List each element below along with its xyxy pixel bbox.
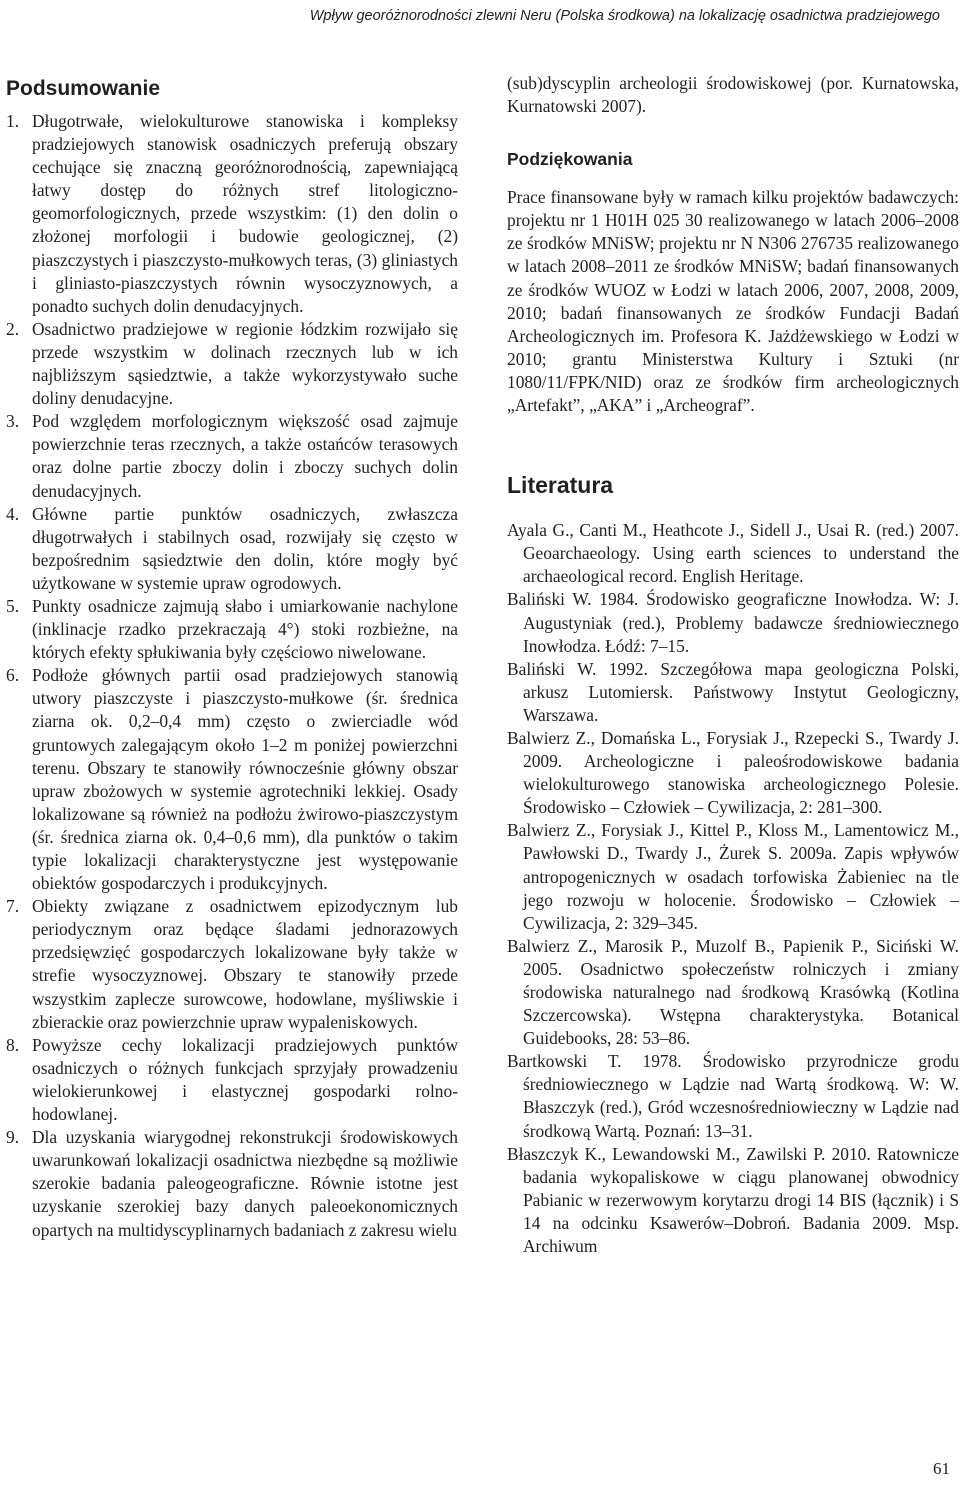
summary-item [6,1126,458,1241]
item-number: 6. [6,665,20,686]
page-number: 61 [933,1459,950,1478]
reference-item: Baliński W. 1984. Środowisko geograficzne Inowłodza. W: J. Augustyniak (red.), Problemy badawcze średniowiecznego Inowłodza. Łódź: 7–15. [507,589,959,656]
running-header: Wpływ georóżnorodności zlewni Neru (Polska środkowa) na lokalizację osadnictwa pradziejowego [309,8,940,24]
reference-item: Balwierz Z., Domańska L., Forysiak J., Rzepecki S., Twardy J. 2009. Archeologiczne i paleośrodowiskowe badania wielokulturowego stanowiska archeologicznego Polesie. Środowisko – Człowiek – Cywilizacja, 2: 281–300. [507,727,959,818]
summary-item [6,410,458,502]
item-text: Powyższe cechy lokalizacji pradziejowych punktów osadniczych o różnych funkcjach sprzyjały prowadzeniu wielokierunkowej i elastycznej gospodarki rolno-hodowlanej. [32,1034,458,1125]
summary-item [6,110,458,318]
reference-item: Balwierz Z., Marosik P., Muzolf B., Papienik P., Siciński W. 2005. Osadnictwo społeczeństw rolniczych i zmiany środowiska naturalnego nad środkową Krasówką (Kotlina Szczercowska). Wstępna charakterystyka. Botanical Guidebooks, 28: 53–86. [507,935,959,1049]
reference-list [507,519,959,1258]
summary-item [6,503,458,595]
reference-item: Balwierz Z., Forysiak J., Kittel P., Kloss M., Lamentowicz M., Pawłowski D., Twardy J., Żurek S. 2009a. Zapis wpływów antropogenicznych w osadach torfowiska Żabieniec na tle jego rozwoju w holocenie. Środowisko – Człowiek – Cywilizacja, 2: 329–345. [507,820,959,933]
summary-item [6,664,458,895]
reference-item: Baliński W. 1992. Szczegółowa mapa geologiczna Polski, arkusz Lutomiersk. Państwowy Instytut Geologiczny, Warszawa. [507,658,959,725]
acknowledgements-heading: Podziękowania [507,149,633,170]
item-number: 2. [6,318,20,339]
literature-heading: Literatura [507,472,614,499]
item-number: 5. [6,595,20,616]
summary-item [6,318,458,410]
item-text: Podłoże głównych partii osad pradziejowych stanowią utwory piaszczyste i piaszczysto-mułkowe (śr. średnica ziarna ok. 0,2–0,4 mm) często o zwierciadle wód gruntowych zalegającym około 1–2 m poniżej powierzchni terenu. Obszary te stanowiły równocześnie główny obszar upraw zbożowych w systemie agrotechniki lekkiej. Osady lokalizowane są również na podłożu żwirowo-piaszczystym (śr. średnica ziarna ok. 0,4–0,6 mm), dla punktów o takim typie lokalizacji charakterystyczne jest występowanie obiektów gospodarczych i produkcyjnych. [32,665,458,894]
item-number: 7. [6,896,20,917]
item-number: 1. [6,111,20,131]
item-text: Obiekty związane z osadnictwem epizodycznym lub periodycznym oraz będące śladami jednorazowych przedsięwzięć gospodarczych lokalizowane były także w strefie wysoczyznowej. Obszary te stanowiły przede wszystkim zaplecze surowcowe, hodowlane, myśliwskie i zbierackie oraz powierzchnie upraw wypaleniskowych. [32,896,458,1032]
reference-item: Błaszczyk K., Lewandowski M., Zawilski P. 2010. Ratownicze badania wykopaliskowe w ciągu planowanej obwodnicy Pabianic w rezerwowym korytarzu drogi 14 BIS (łącznik) i S 14 na odcinku Ksawerów–Dobroń. Badania 2009. Msp. Archiwum [507,1143,959,1257]
right-column [507,72,959,1258]
item-text: Długotrwałe, wielokulturowe stanowiska i kompleksy pradziejowych stanowisk osadniczych preferują obszary cechujące się znaczną georóżnorodnością, zapewniającą łatwy dostęp do różnych stref litologiczno-geomorfologicznych, przede wszystkim: (1) den dolin o złożonej morfologii i budowie geologicznej, (2) piaszczystych i piaszczysto-mułkowych teras, (3) gliniastych i gliniasto-piaszczystych równin wysoczyznowych, a ponadto suchych dolin denudacyjnych. [32,111,458,316]
item-number: 9. [6,1127,20,1148]
summary-item [6,1034,458,1126]
summary-continuation: (sub)dyscyplin archeologii środowiskowej (por. Kurnatowska, Kurnatowski 2007). [507,73,959,117]
summary-heading: Podsumowanie [6,77,161,100]
left-column [6,72,458,1242]
item-number: 3. [6,411,20,432]
item-number: 8. [6,1034,20,1055]
summary-item [6,895,458,1034]
item-text: Główne partie punktów osadniczych, zwłaszcza długotrwałych i stabilnych osad, rozwijały się często w bezpośrednim sąsiedztwie den dolin, które mogły być użytkowane w systemie upraw ogrodowych. [32,503,458,593]
acknowledgements-text: Prace finansowane były w ramach kilku projektów badawczych: projektu nr 1 H01H 025 30 realizowanego w latach 2006–2008 ze środków MNiSW; projektu nr N N306 276735 realizowanego w latach 2008–2011 ze środków MNiSW; badań finansowanych ze środków WUOZ w Łodzi w latach 2006, 2007, 2008, 2009, 2010; badań finansowanych ze środków Fundacji Badań Archeologicznych im. Profesora K. Jażdżewskiego w Łodzi w 2010; grantu Ministerstwa Kultury i Sztuki (nr 1080/11/FPK/NID) oraz ze środków firm archeologicznych „Artefakt”, „AKA” i „Archeograf”. [507,187,959,416]
item-text: Pod względem morfologicznym większość osad zajmuje powierzchnie teras rzecznych, a także ostańców terasowych oraz dolne partie zboczy dolin i zboczy suchych dolin denudacyjnych. [32,411,458,501]
item-text: Punkty osadnicze zajmują słabo i umiarkowanie nachylone (inklinacje rzadko przekraczają 4°) stoki rozbieżne, na których efekty spłukiwania były częściowo niwelowane. [32,595,458,663]
reference-item: Bartkowski T. 1978. Środowisko przyrodnicze grodu średniowiecznego w Lądzie nad Wartą środkową. W: W. Błaszczyk (red.), Gród wczesnośredniowieczny w Lądzie nad środkową Wartą. Poznań: 13–31. [507,1051,959,1141]
item-text: Osadnictwo pradziejowe w regionie łódzkim rozwijało się przede wszystkim w dolinach rzecznych lub w ich najbliższym sąsiedztwie, a także wykorzystywało suche doliny denudacyjne. [32,318,458,409]
item-text: Dla uzyskania wiarygodnej rekonstrukcji środowiskowych uwarunkowań lokalizacji osadnictwa niezbędne są możliwie szerokie badania paleogeograficzne. Równie istotne jest uzyskanie szerokiej bazy danych paleoekonomicznych opartych na multidyscyplinarnych badaniach z zakresu wielu [32,1127,458,1240]
reference-item: Ayala G., Canti M., Heathcote J., Sidell J., Usai R. (red.) 2007. Geoarchaeology. Using earth sciences to understand the archaeological record. English Heritage. [507,520,959,587]
item-number: 4. [6,503,20,524]
summary-item [6,595,458,664]
